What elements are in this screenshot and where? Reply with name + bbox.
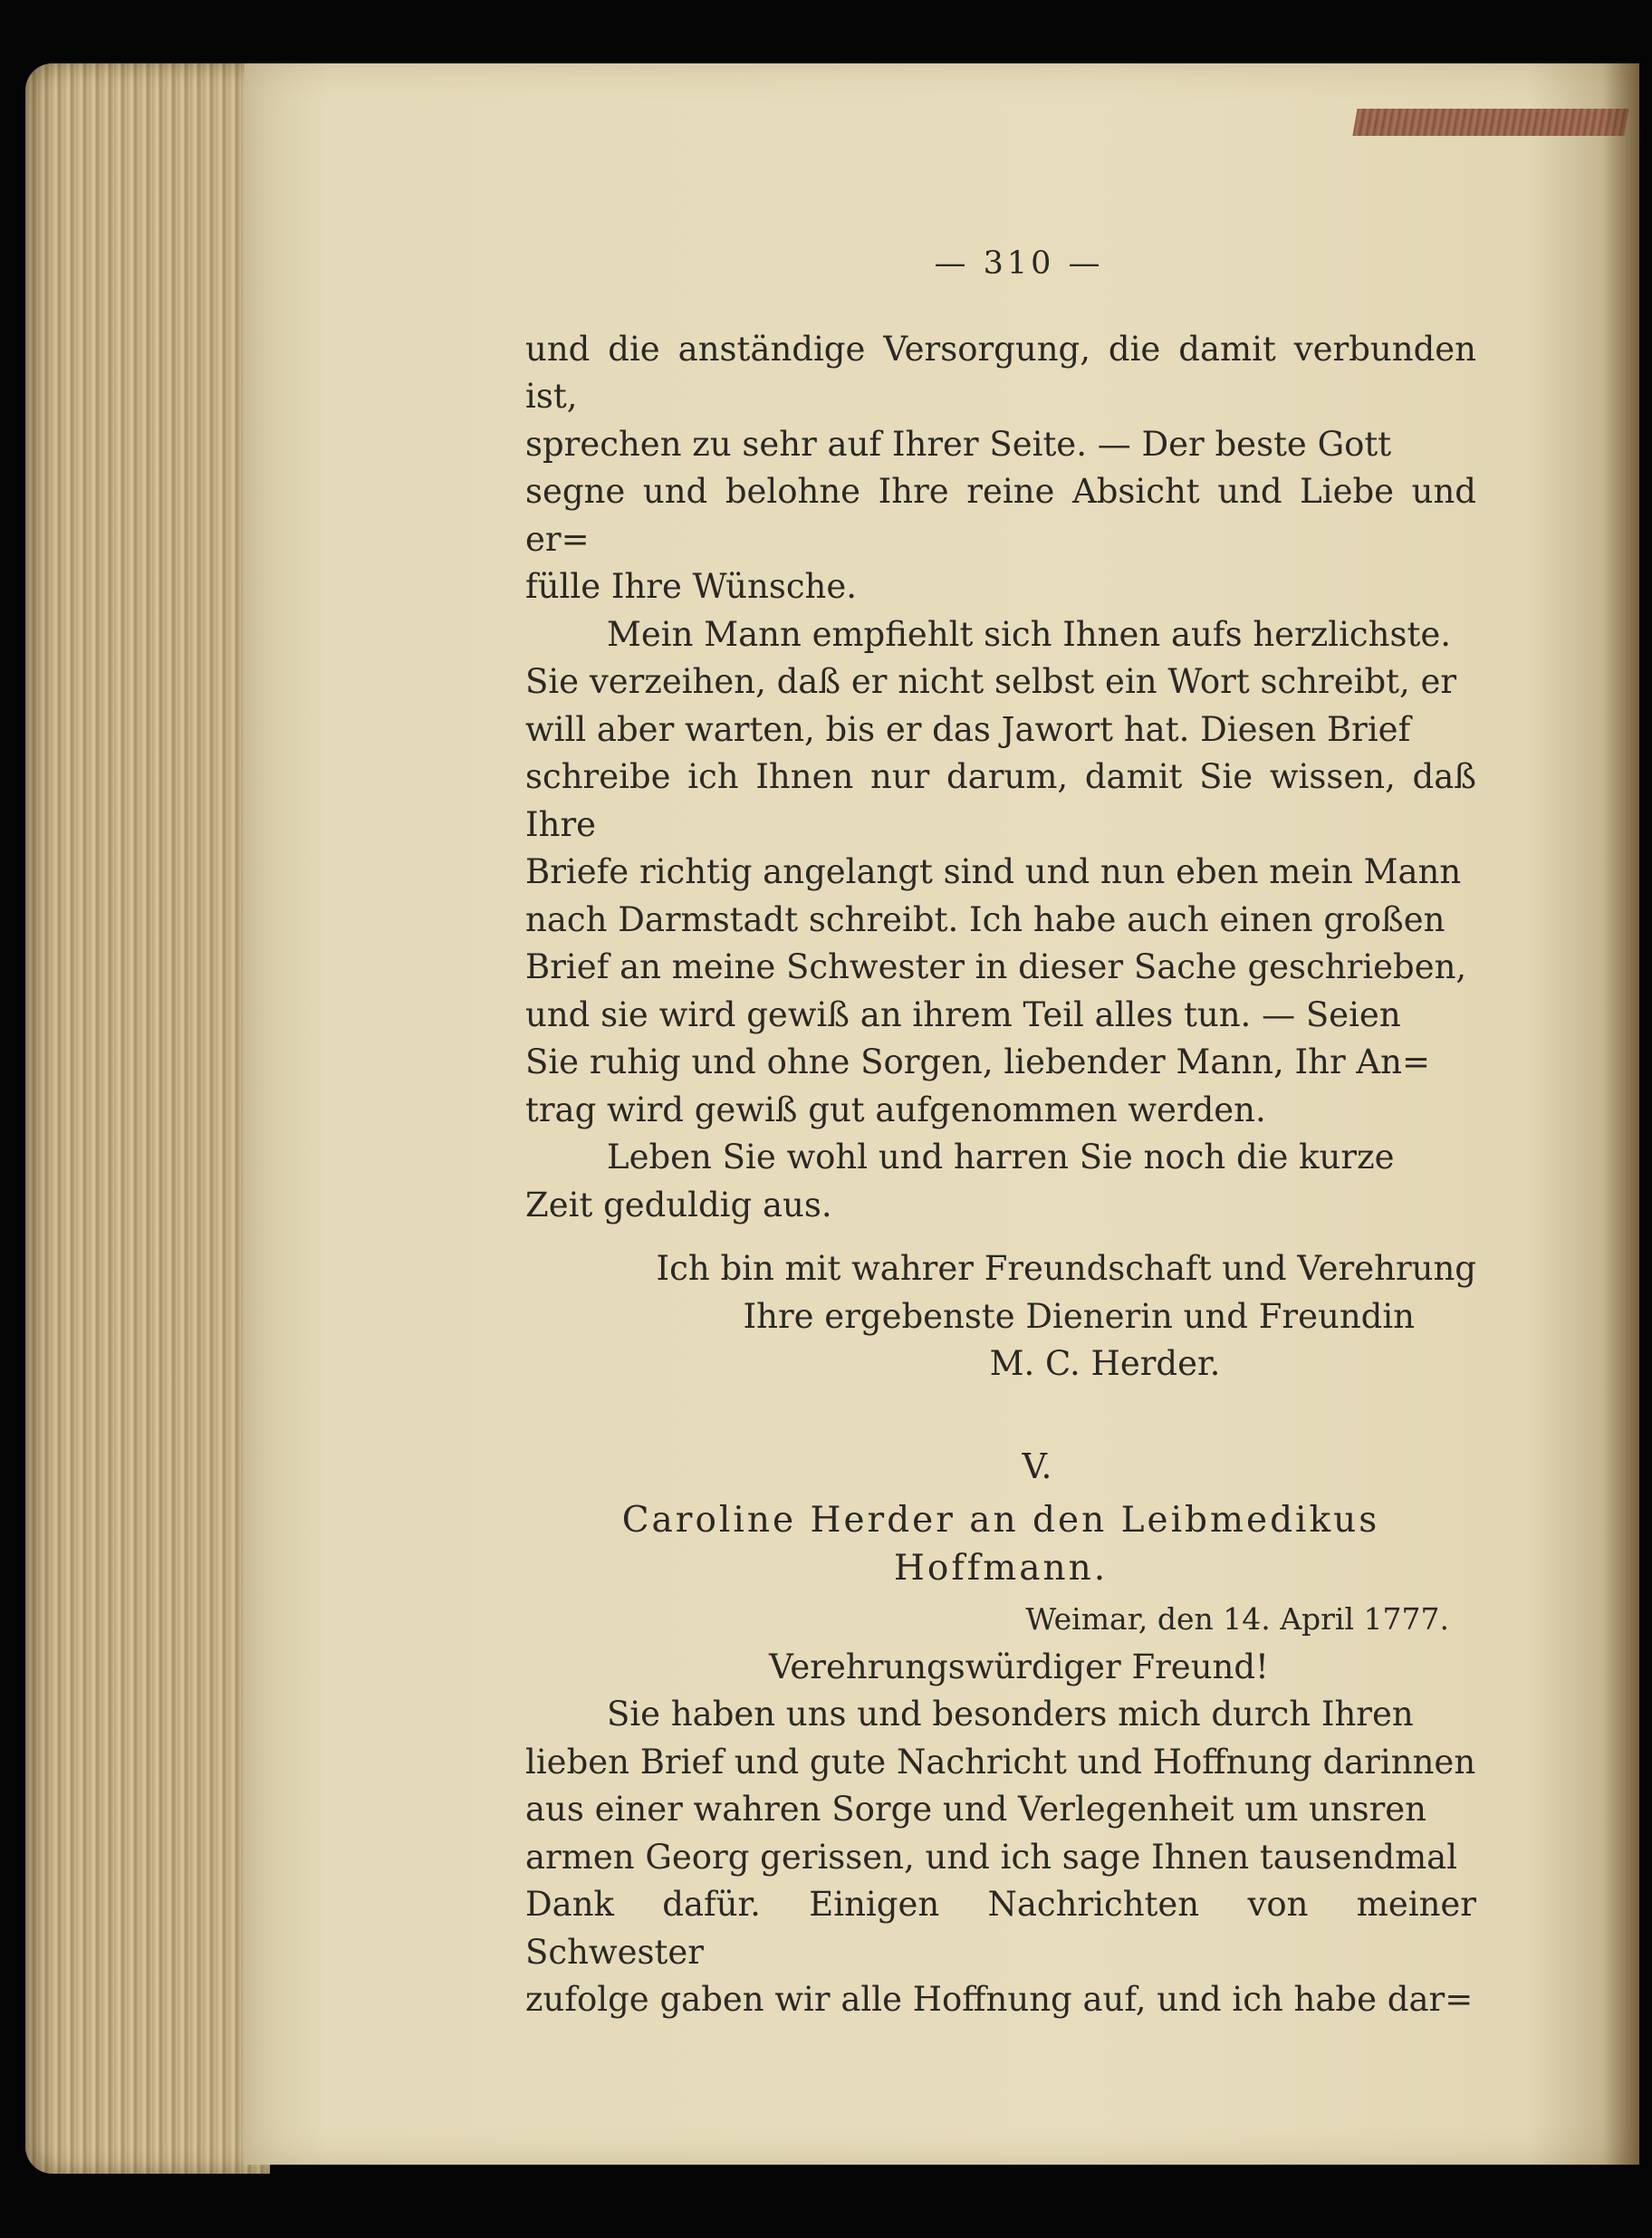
letter2-paragraph-1 xyxy=(525,1691,1476,2024)
text-line: Mein Mann empfiehlt sich Ihnen aufs herzlichste. xyxy=(607,614,1451,654)
letter2-heading: Caroline Herder an den Leibmedikus Hoffmann. xyxy=(621,1500,1380,1589)
text-line: und die anständige Versorgung, die damit verbunden ist, xyxy=(525,329,1476,416)
letter1-paragraph-3 xyxy=(525,1134,1476,1229)
text-line: Dank dafür. Einigen Nachrichten von meiner Schwester xyxy=(525,1885,1476,1972)
text-line: Leben Sie wohl und harren Sie noch die kurze xyxy=(607,1138,1395,1177)
book-cover-edge xyxy=(1352,109,1628,136)
text-line: fülle Ihre Wünsche. xyxy=(525,567,858,606)
letter1-signature: M. C. Herder. xyxy=(989,1344,1221,1383)
letter2-salutation: Verehrungswürdiger Freund! xyxy=(769,1647,1269,1686)
book-spine-shadow xyxy=(1603,63,1639,2165)
letter1-paragraph-2 xyxy=(525,611,1476,1135)
text-line: sprechen zu sehr auf Ihrer Seite. — Der beste Gott xyxy=(525,424,1392,464)
text-line: lieben Brief und gute Nachricht und Hoffnung darinnen xyxy=(525,1742,1476,1782)
text-line: will aber warten, bis er das Jawort hat. Diesen Brief xyxy=(525,709,1411,749)
text-line: trag wird gewiß gut aufgenommen werden. xyxy=(525,1090,1266,1129)
text-line: Sie ruhig und ohne Sorgen, liebender Mann, Ihr An= xyxy=(525,1042,1430,1081)
text-line: Sie verzeihen, daß er nicht selbst ein Wort schreibt, er xyxy=(525,662,1457,701)
text-line: Briefe richtig angelangt sind und nun eben mein Mann xyxy=(525,852,1462,891)
text-line: nach Darmstadt schreibt. Ich habe auch einen großen xyxy=(525,899,1446,939)
text-line: aus einer wahren Sorge und Verlegenheit um unsren xyxy=(525,1790,1427,1829)
book-page-edges xyxy=(25,63,270,2174)
text-line: segne und belohne Ihre reine Absicht und Liebe und er= xyxy=(525,472,1476,559)
text-line: schreibe ich Ihnen nur darum, damit Sie wissen, daß Ihre xyxy=(525,757,1476,844)
text-line: Zeit geduldig aus. xyxy=(525,1185,832,1225)
text-line: zufolge gaben wir alle Hoffnung auf, und ich habe dar= xyxy=(525,1980,1474,2019)
page-text xyxy=(525,240,1476,2024)
text-line: und sie wird gewiß an ihrem Teil alles tun. — Seien xyxy=(525,994,1401,1034)
page-number: — 310 — xyxy=(934,245,1104,282)
letter1-closing-line-2: Ihre ergebenste Dienerin und Freundin xyxy=(743,1296,1415,1336)
text-line: Sie haben uns und besonders mich durch Ihren xyxy=(607,1695,1414,1734)
text-line: Brief an meine Schwester in dieser Sache geschrieben, xyxy=(525,947,1467,986)
text-line: armen Georg gerissen, und ich sage Ihnen tausendmal xyxy=(525,1837,1458,1877)
letter1-closing-line-1: Ich bin mit wahrer Freundschaft und Verehrung xyxy=(656,1249,1476,1288)
letter2-numeral: V. xyxy=(1022,1446,1052,1486)
letter2-dateline: Weimar, den 14. April 1777. xyxy=(1025,1601,1449,1637)
letter1-paragraph-1 xyxy=(525,326,1476,611)
